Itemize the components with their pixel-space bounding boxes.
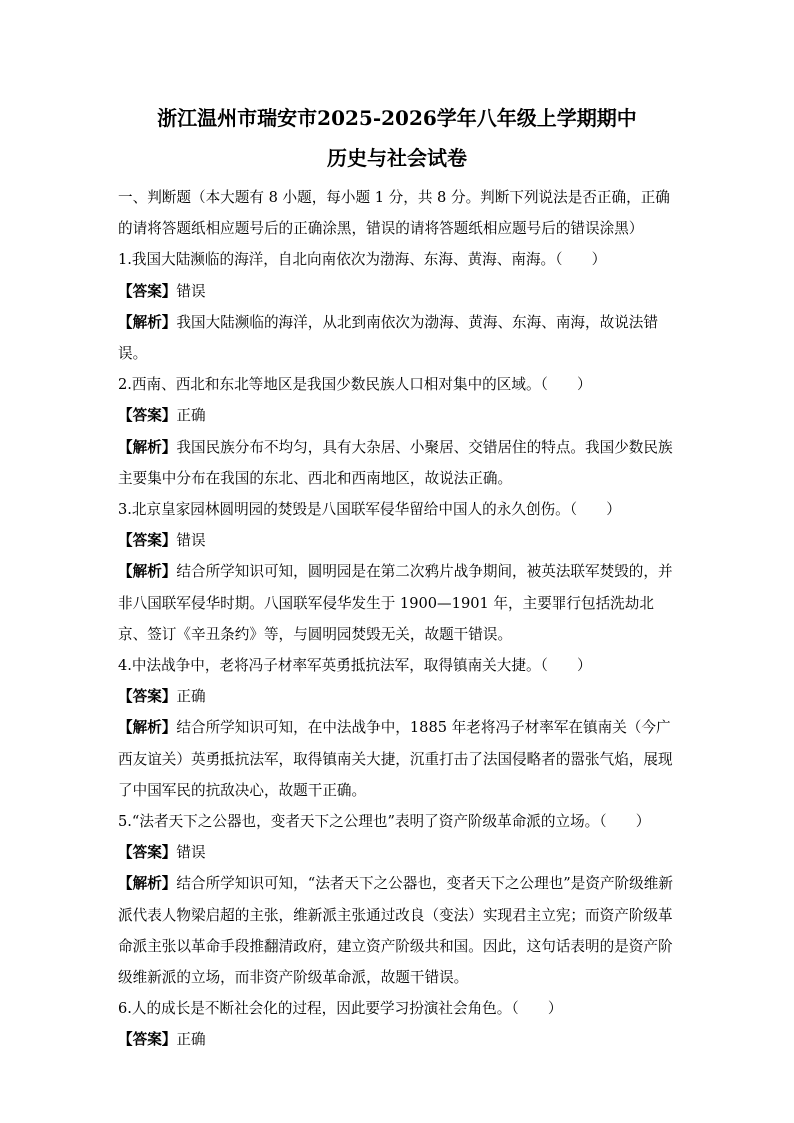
answer-tag: 【答案】 <box>118 844 177 862</box>
analysis-1 <box>118 307 678 369</box>
answer-value: 错误 <box>176 282 206 300</box>
question-4: 4.中法战争中，老将冯子材率军英勇抵抗法军，取得镇南关大捷。（ ） <box>118 657 592 675</box>
answer-2 <box>118 400 678 431</box>
question-1: 1.我国大陆濒临的海洋，自北向南依次为渤海、东海、黄海、南海。（ ） <box>118 251 607 269</box>
answer-tag: 【答案】 <box>118 1031 177 1049</box>
answer-tag: 【答案】 <box>118 407 177 425</box>
answer-5 <box>118 837 678 868</box>
question-2: 2.西南、西北和东北等地区是我国少数民族人口相对集中的区域。（ ） <box>118 376 592 394</box>
question-3: 3.北京皇家园林圆明园的焚毁是八国联军侵华留给中国人的永久创伤。（ ） <box>118 501 621 519</box>
analysis-text: 我国民族分布不均匀，具有大杂居、小聚居、交错居住的特点。我国少数民族主要集中分布在我国的东北、西北和西南地区，故说法正确。 <box>118 438 673 487</box>
answer-4 <box>118 681 678 712</box>
analysis-text: 结合所学知识可知，在中法战争中，1885 年老将冯子材率军在镇南关（今广西友谊关）英勇抵抗法军，取得镇南关大捷，沉重打击了法国侵略者的嚣张气焰，展现了中国军民的抗敌决心，故题干正确。 <box>118 719 673 799</box>
analysis-5 <box>118 868 678 993</box>
question-5: 5.“法者天下之公器也，变者天下之公理也”表明了资产阶级革命派的立场。（ ） <box>118 813 651 831</box>
document-subtitle: 历史与社会试卷 <box>327 146 467 170</box>
answer-value: 错误 <box>176 532 206 550</box>
question-6: 6.人的成长是不断社会化的过程，因此要学习扮演社会角色。（ ） <box>118 1000 563 1018</box>
answer-value: 错误 <box>176 844 206 862</box>
analysis-4 <box>118 712 678 806</box>
analysis-tag: 【解析】 <box>118 313 177 331</box>
section-heading: 一、判断题（本大题有 8 小题，每小题 1 分，共 8 分。判断下列说法是否正确，正确的请将答题纸相应题号后的正确涂黑，错误的请将答题纸相应题号后的错误涂黑） <box>118 189 670 238</box>
analysis-tag: 【解析】 <box>118 563 177 581</box>
analysis-tag: 【解析】 <box>118 875 177 893</box>
answer-tag: 【答案】 <box>118 688 177 706</box>
answer-value: 正确 <box>176 407 206 425</box>
analysis-text: 结合所学知识可知，“法者天下之公器也，变者天下之公理也”是资产阶级维新派代表人物梁启超的主张，维新派主张通过改良（变法）实现君主立宪；而资产阶级革命派主张以革命手段推翻清政府，建立资产阶级共和国。因此，这句话表明的是资产阶级维新派的立场，而非资产阶级革命派，故题干错误。 <box>118 875 673 987</box>
answer-tag: 【答案】 <box>118 532 177 550</box>
document-body <box>118 182 678 1056</box>
answer-3 <box>118 525 678 556</box>
answer-value: 正确 <box>176 1031 206 1049</box>
analysis-2 <box>118 432 678 494</box>
answer-1 <box>118 276 678 307</box>
analysis-3 <box>118 556 678 650</box>
analysis-text: 结合所学知识可知，圆明园是在第二次鸦片战争期间，被英法联军焚毁的，并非八国联军侵华时期。八国联军侵华发生于 1900—1901 年，主要罪行包括洗劫北京、签订《辛丑条约》等，与圆明园焚毁无关，故题干错误。 <box>118 563 673 643</box>
answer-value: 正确 <box>176 688 206 706</box>
analysis-text: 我国大陆濒临的海洋，从北到南依次为渤海、黄海、东海、南海，故说法错误。 <box>118 313 658 363</box>
answer-tag: 【答案】 <box>118 282 177 300</box>
document-title: 浙江温州市瑞安市2025-2026学年八年级上学期期中 <box>157 106 637 130</box>
analysis-tag: 【解析】 <box>118 719 177 737</box>
answer-6 <box>118 1024 678 1055</box>
analysis-tag: 【解析】 <box>118 438 177 456</box>
